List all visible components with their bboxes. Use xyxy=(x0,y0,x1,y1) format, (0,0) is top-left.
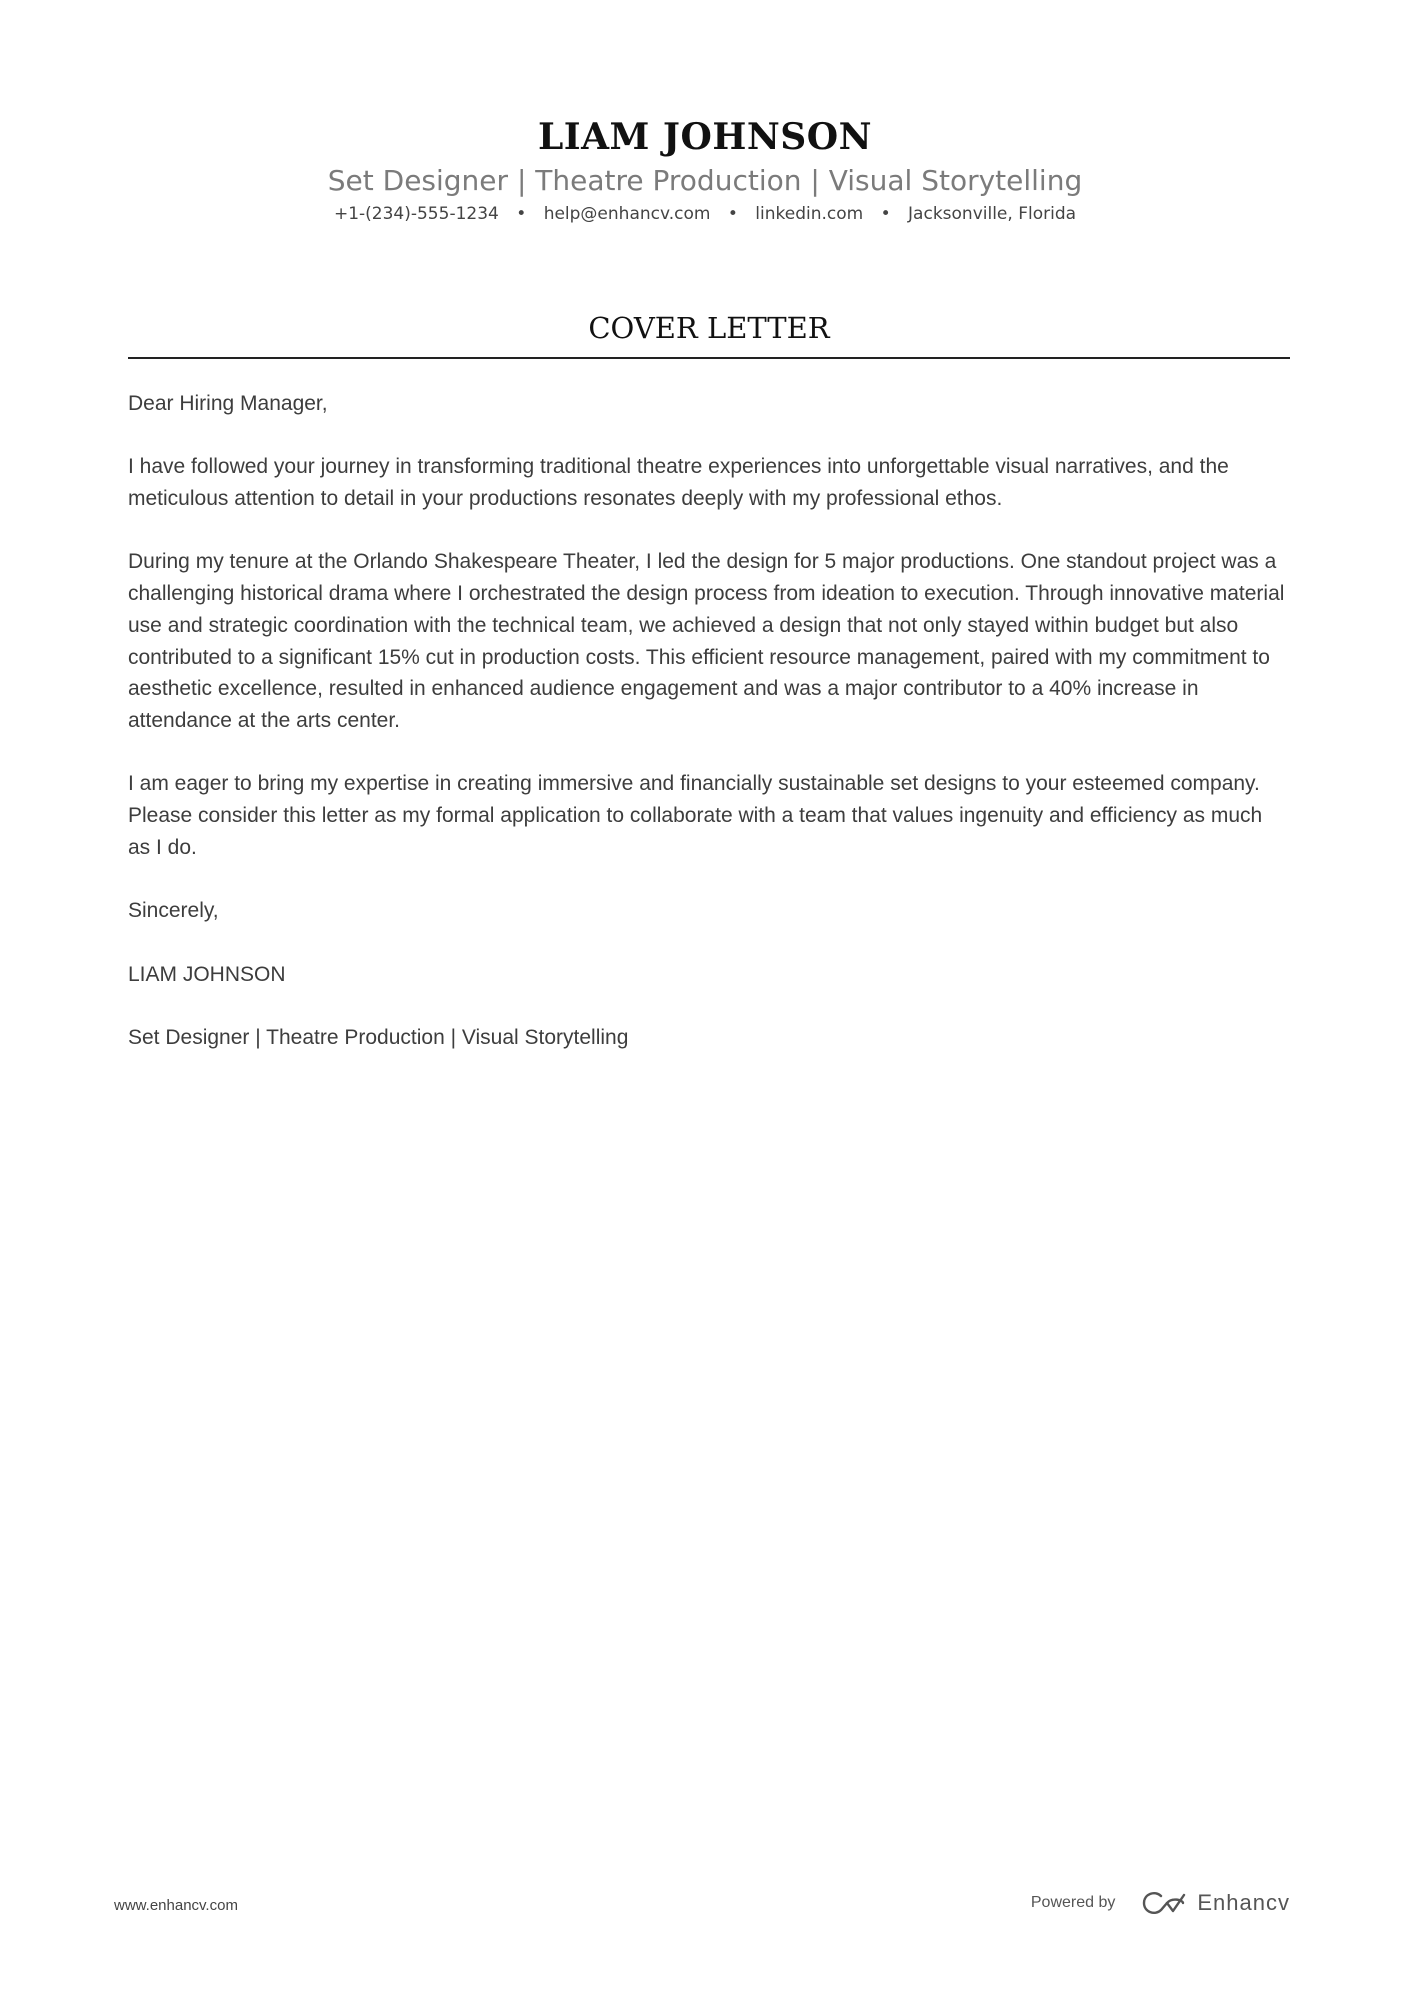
applicant-name: LIAM JOHNSON xyxy=(537,116,873,158)
brand-name: Enhancv xyxy=(1197,1890,1290,1915)
footer-website[interactable]: www.enhancv.com xyxy=(114,1897,238,1914)
letter-greeting: Dear Hiring Manager, xyxy=(128,392,328,415)
contact-email[interactable]: help@enhancv.com xyxy=(543,204,711,224)
signature-title: Set Designer | Theatre Production | Visual Storytelling xyxy=(128,1025,629,1049)
signature-name: LIAM JOHNSON xyxy=(128,962,286,986)
letter-closing: Sincerely, xyxy=(128,899,219,923)
section-title: COVER LETTER xyxy=(588,311,830,345)
applicant-tagline: Set Designer | Theatre Production | Visual Storytelling xyxy=(327,164,1083,197)
powered-by-label: Powered by xyxy=(1030,1894,1116,1911)
contact-phone: +1-(234)-555-1234 xyxy=(333,204,499,224)
letter-paragraph: I have followed your journey in transforming traditional theatre experiences into unforgettable visual narratives, and the meticulous attention to detail in your productions resonates deeply with my professional ethos. xyxy=(128,455,1229,511)
bullet-separator: • xyxy=(516,204,527,224)
section-divider xyxy=(128,357,1290,359)
contact-info xyxy=(0,202,1410,226)
letter-paragraph: I am eager to bring my expertise in creating immersive and financially sustainable set designs to your esteemed company. Please consider this letter as my formal application to collaborate with a team that values ingenuity and efficiency as much as I do. xyxy=(128,772,1263,859)
bullet-separator: • xyxy=(727,204,738,224)
footer-branding xyxy=(1031,1888,1290,1918)
contact-location: Jacksonville, Florida xyxy=(908,204,1077,224)
enhancv-logo-icon xyxy=(1141,1891,1187,1915)
resume-header xyxy=(0,112,1410,226)
letter-body xyxy=(128,388,1290,1085)
contact-linkedin[interactable]: linkedin.com xyxy=(755,204,864,224)
bullet-separator: • xyxy=(880,204,891,224)
letter-paragraph: During my tenure at the Orlando Shakespeare Theater, I led the design for 5 major productions. One standout project was a challenging historical drama where I orchestrated the design process from ideation to execution. Through innovative material use and strategic coordination with the technical team, we achieved a design that not only stayed within budget but also contributed to a significant 15% cut in production costs. This efficient resource management, paired with my commitment to aesthetic excellence, resulted in enhanced audience engagement and was a major contributor to a 40% increase in attendance at the arts center. xyxy=(128,550,1285,732)
